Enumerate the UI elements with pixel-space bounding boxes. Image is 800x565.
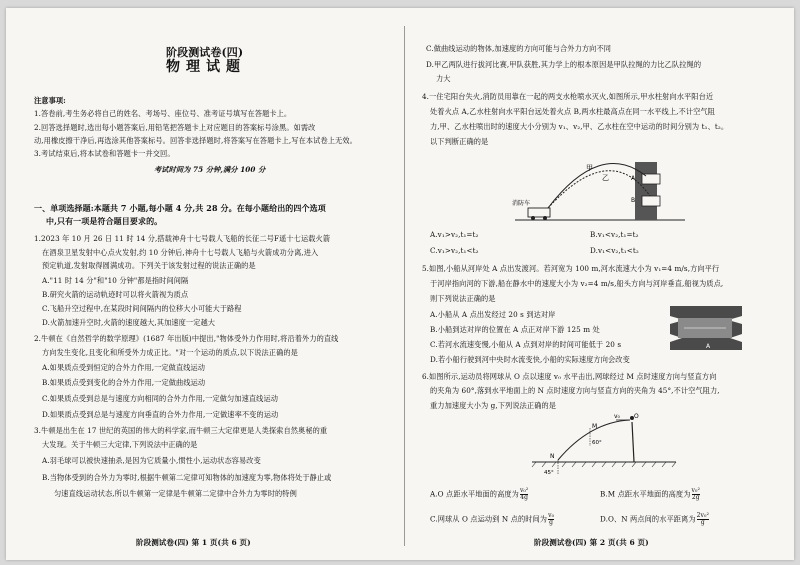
fraction bbox=[692, 488, 701, 501]
section-heading-cont: 中,只有一项是符合题目要求的。 bbox=[46, 216, 163, 226]
label-angle-60: 60° bbox=[592, 440, 602, 446]
denominator: 2g bbox=[691, 494, 700, 501]
question-5-stem: 于河岸指向河的下游,船在静水中的速度大小为 v₂=4 m/s,船头方向与河岸垂直,船视为质点, bbox=[430, 279, 724, 288]
question-1-stem: 1.2023 年 10 月 26 日 11 时 14 分,搭载神舟十七号载人飞船的长征二号F遥十七运载火箭 bbox=[34, 234, 331, 243]
question-4-option-b[interactable]: B.v₁<v₂,t₁=t₂ bbox=[590, 230, 639, 239]
page-footer: 阶段测试卷(四) 第 2 页(共 6 页) bbox=[534, 538, 649, 547]
question-4-stem: 力,甲、乙水柱喷出时的速度大小分别为 v₁、v₂,甲、乙水柱在空中运动的时间分别为 t₁、t₂。 bbox=[430, 122, 729, 131]
question-5-option-a[interactable]: A.小船从 A 点出发经过 20 s 到达对岸 bbox=[430, 310, 556, 319]
page-2 bbox=[410, 8, 794, 560]
notes-item: 3.考试结束后,将本试卷和答题卡一并交回。 bbox=[34, 149, 175, 158]
question-5-option-d[interactable]: D.若小船行驶到河中央时水流变快,小船的实际速度方向会改变 bbox=[430, 355, 630, 364]
question-4-stem: 处着火点 A,乙水柱射向水平阳台远处着火点 B,两水柱最高点在同一水平线上,不计空气阻 bbox=[430, 107, 715, 116]
question-2-stem: 方向发生变化,且变化和所受外力成正比。"对一个运动的质点,以下说法正确的是 bbox=[42, 348, 298, 357]
question-5-stem: 则下列说法正确的是 bbox=[430, 294, 496, 303]
numerator: v₀² bbox=[519, 487, 529, 494]
notes-item: 2.回答选择题时,选出每小题答案后,用铅笔把答题卡上对应题目的答案标号涂黑。如需改 bbox=[34, 123, 316, 132]
denominator: 4g bbox=[520, 494, 529, 501]
question-3-option-b[interactable]: B.当物体受到的合外力为零时,根据牛顿第二定律可知物体的加速度为零,物体将处于静止或 bbox=[42, 473, 332, 482]
question-5-figure bbox=[668, 304, 744, 352]
page-footer: 阶段测试卷(四) 第 1 页(共 6 页) bbox=[136, 538, 251, 547]
question-1-option-a[interactable]: A."11 时 14 分"和"10 分钟"都是指时间间隔 bbox=[42, 276, 189, 285]
exam-title: 物理试题 bbox=[166, 59, 246, 75]
label-point-b: B bbox=[631, 197, 636, 204]
numerator: v₀ bbox=[548, 512, 555, 519]
label-m: M bbox=[592, 423, 598, 430]
question-3-stem: 3.牛顿是出生在 17 世纪的英国的伟大的科学家,而牛顿三大定律更是人类探索自然奥秘的重 bbox=[34, 426, 328, 435]
question-6-stem: 重力加速度大小为 g,下列说法正确的是 bbox=[430, 401, 557, 410]
question-1-stem: 预定轨道,发射取得圆满成功。下列关于该发射过程的说法正确的是 bbox=[42, 261, 256, 270]
question-1-option-c[interactable]: C.飞船升空过程中,在某段时间间隔内的位移大小可能大于路程 bbox=[42, 304, 242, 313]
numerator: 2v₀² bbox=[696, 512, 710, 519]
label-point-a: A bbox=[631, 175, 636, 182]
question-2-option-a[interactable]: A.如果质点受到恒定的合外力作用,一定做直线运动 bbox=[42, 363, 206, 372]
label-jet-a: 甲 bbox=[586, 164, 593, 172]
option-text: C.网球从 O 点运动到 N 点的时间为 bbox=[430, 514, 548, 524]
question-6-option-c[interactable] bbox=[430, 513, 554, 526]
fraction bbox=[520, 488, 529, 501]
question-5-option-b[interactable]: B.小船到达对岸的位置在 A 点正对岸下游 125 m 处 bbox=[430, 325, 600, 334]
exam-sheet bbox=[6, 8, 794, 560]
player-body bbox=[632, 422, 634, 462]
label-v0: v₀ bbox=[614, 413, 620, 420]
question-6-option-d[interactable] bbox=[600, 513, 709, 526]
question-6-figure bbox=[530, 412, 680, 476]
question-6-stem: 的夹角为 60°,落到水平地面上的 N 点时速度方向与竖直方向的夹角为 45°,不计空气阻力, bbox=[430, 386, 720, 395]
question-1-option-b[interactable]: B.研究火箭的运动轨迹时可以将火箭视为质点 bbox=[42, 290, 189, 299]
question-3-option-d[interactable]: D.甲乙两队进行拔河比赛,甲队获胜,其力学上的根本原因是甲队拉绳的力比乙队拉绳的 bbox=[426, 60, 702, 69]
question-1-option-d[interactable]: D.火箭加速升空时,火箭的速度越大,其加速度一定越大 bbox=[42, 318, 216, 327]
denominator: g bbox=[549, 519, 554, 526]
question-2-option-b[interactable]: B.如果质点受到变化的合外力作用,一定做曲线运动 bbox=[42, 378, 206, 387]
label-jet-b: 乙 bbox=[602, 174, 609, 182]
notes-heading: 注意事项: bbox=[34, 96, 66, 105]
numerator: v₀² bbox=[691, 487, 701, 494]
question-3-option-d-cont: 力大 bbox=[436, 74, 451, 83]
option-text: A.O 点距水平地面的高度为 bbox=[430, 489, 519, 499]
truck-wheel bbox=[531, 216, 535, 220]
question-3-stem: 大发现。关于牛顿三大定律,下列说法中正确的是 bbox=[42, 440, 198, 449]
label-point-a: A bbox=[706, 343, 711, 350]
fraction bbox=[697, 513, 709, 526]
ground-hatch bbox=[532, 462, 676, 467]
question-3-option-b-cont: 匀速直线运动状态,所以牛顿第一定律是牛顿第二定律中合外力为零时的特例 bbox=[54, 489, 297, 498]
question-4-stem: 4.一住宅阳台失火,消防员用靠在一起的两支水枪喷水灭火,如图所示,甲水柱射向水平阳台近 bbox=[422, 92, 714, 101]
question-6-stem: 6.如图所示,运动员将网球从 O 点以速度 v₀ 水平击出,网球经过 M 点时速度方向与竖直方向 bbox=[422, 372, 717, 381]
question-5-option-c[interactable]: C.若河水流速变慢,小船从 A 点到对岸的时间可能低于 20 s bbox=[430, 340, 622, 349]
page-1 bbox=[6, 8, 400, 560]
question-1-stem: 在酒泉卫星发射中心点火发射,约 10 分钟后,神舟十七号载人飞船与火箭成功分离,进入 bbox=[42, 248, 319, 257]
question-3-option-c[interactable]: C.做曲线运动的物体,加速度的方向可能与合外力方向不同 bbox=[426, 44, 612, 53]
option-text: D.O、N 两点间的水平距离为 bbox=[600, 514, 696, 524]
page-divider bbox=[404, 26, 405, 546]
label-fire-truck: 消防车 bbox=[512, 200, 531, 207]
question-2-option-c[interactable]: C.如果质点受到总是与速度方向相同的合外力作用,一定做匀加速直线运动 bbox=[42, 394, 279, 403]
notes-item: 动,用橡皮擦干净后,再选涂其他答案标号。回答非选择题时,将答案写在答题卡上,写在本试卷上无效。 bbox=[34, 136, 357, 145]
question-6-option-a[interactable] bbox=[430, 488, 528, 501]
notes-item: 1.答卷前,考生务必将自己的姓名、考场号、座位号、准考证号填写在答题卡上。 bbox=[34, 109, 292, 118]
truck-wheel bbox=[543, 216, 547, 220]
question-4-option-c[interactable]: C.v₁>v₂,t₁<t₂ bbox=[430, 246, 479, 255]
exam-time: 考试时间为 75 分钟,满分 100 分 bbox=[154, 165, 266, 174]
label-n: N bbox=[550, 453, 555, 460]
question-4-figure bbox=[510, 150, 690, 225]
fraction bbox=[548, 513, 554, 526]
label-angle-45: 45° bbox=[544, 470, 554, 476]
question-4-option-a[interactable]: A.v₁>v₂,t₁=t₂ bbox=[430, 230, 479, 239]
option-text: B.M 点距水平地面的高度为 bbox=[600, 489, 691, 499]
question-2-option-d[interactable]: D.如果质点受到总是与速度方向垂直的合外力作用,一定做速率不变的运动 bbox=[42, 410, 279, 419]
question-5-stem: 5.如图,小船从河岸处 A 点出发渡河。若河宽为 100 m,河水流速大小为 v₁=4 m/s,方向平行 bbox=[422, 264, 720, 273]
exam-subtitle: 阶段测试卷(四) bbox=[166, 46, 244, 59]
question-2-stem: 2.牛顿在《自然哲学的数学原理》(1687 年出版)中提出,"物体受外力作用时,将沿着外力的直线 bbox=[34, 334, 339, 343]
section-heading: 一、单项选择题:本题共 7 小题,每小题 4 分,共 28 分。在每小题给出的四个选项 bbox=[34, 203, 326, 213]
question-6-option-b[interactable] bbox=[600, 488, 700, 501]
question-3-option-a[interactable]: A.羽毛球可以被快速抽杀,是因为它质量小,惯性小,运动状态容易改变 bbox=[42, 456, 261, 465]
balcony bbox=[642, 196, 660, 206]
label-o: O bbox=[634, 413, 639, 420]
question-4-stem: 以下判断正确的是 bbox=[430, 137, 489, 146]
fire-truck bbox=[528, 208, 550, 217]
question-4-option-d[interactable]: D.v₁<v₂,t₁<t₂ bbox=[590, 246, 639, 255]
denominator: g bbox=[700, 519, 705, 526]
